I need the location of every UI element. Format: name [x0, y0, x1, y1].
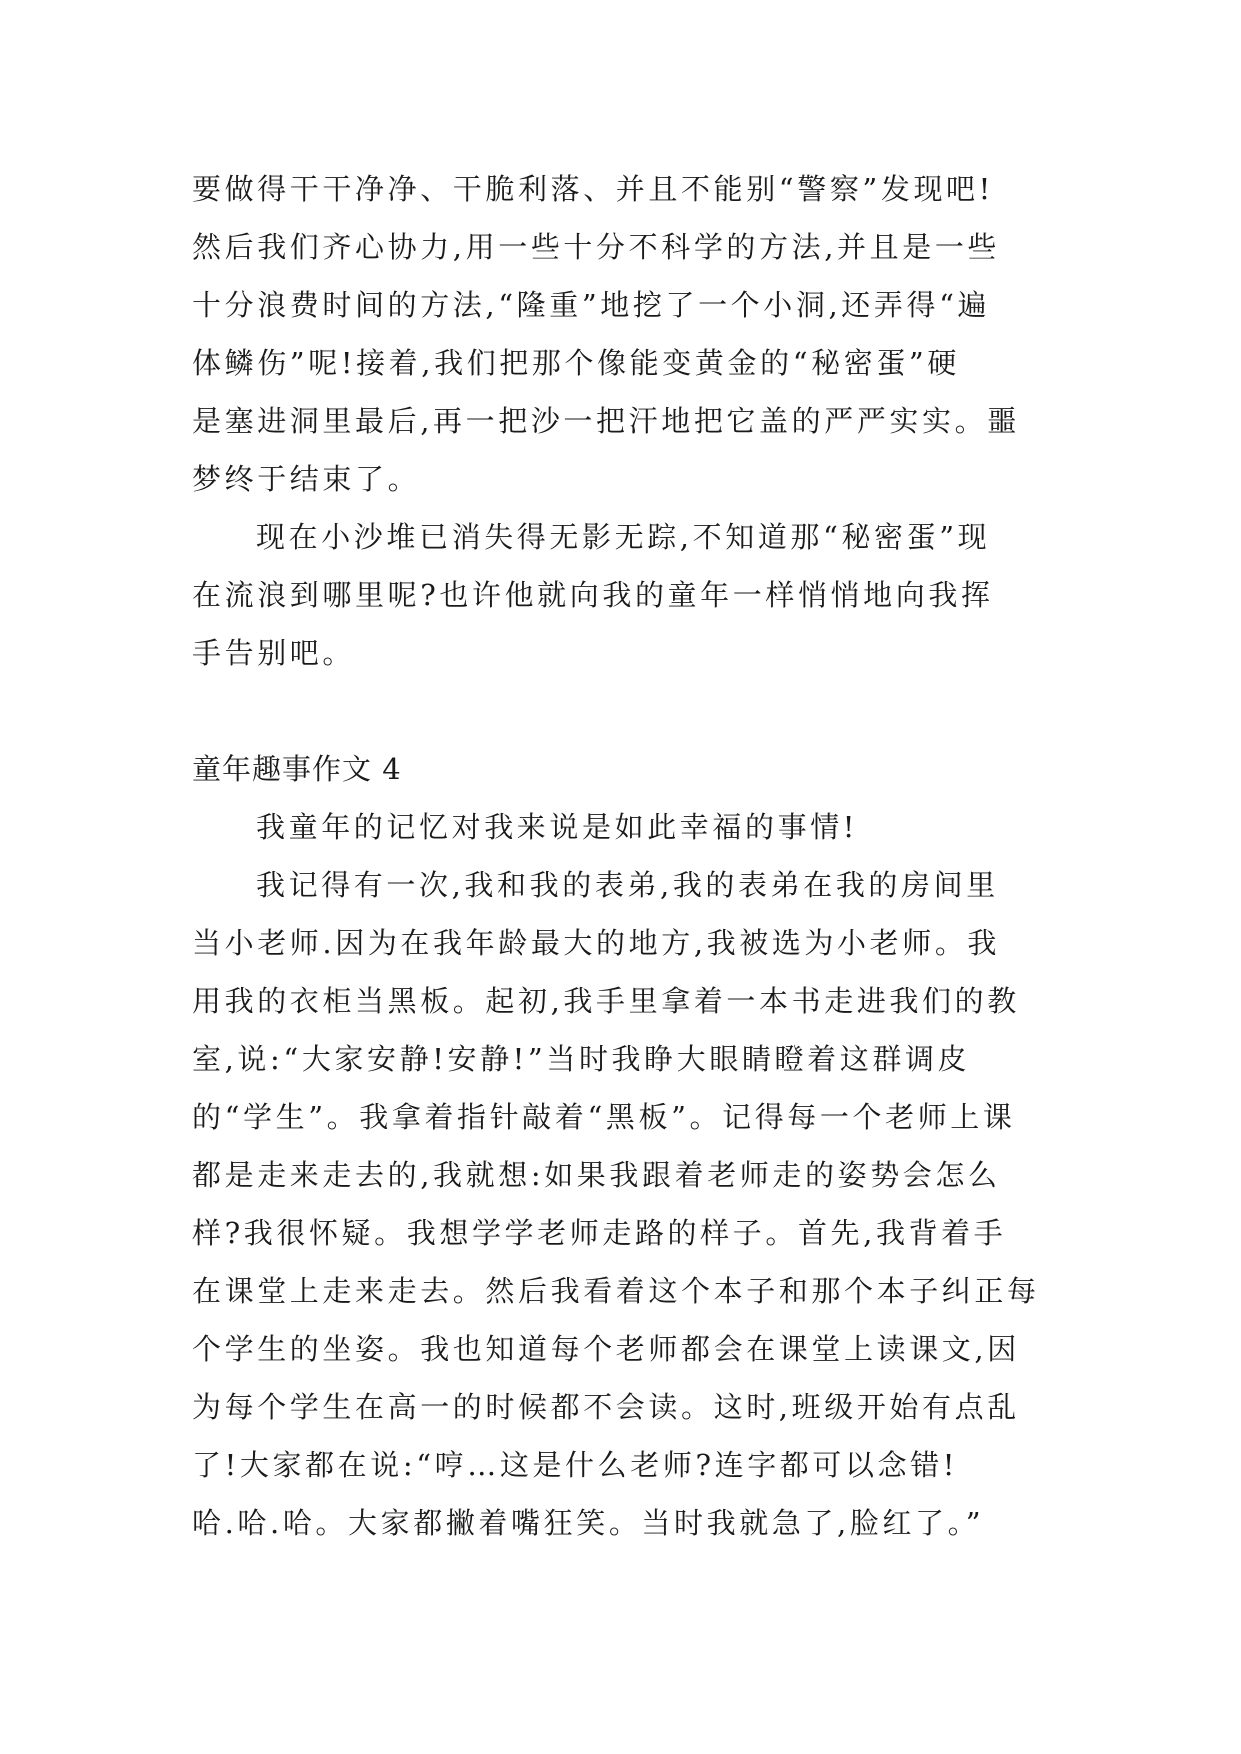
text-column: [192, 160, 1052, 1552]
paragraph-closing: [192, 508, 1052, 682]
paragraph-continuation: [192, 160, 1052, 508]
text-line: 用我的衣柜当黑板。起初,我手里拿着一本书走进我们的教: [192, 984, 1020, 1018]
text-line: 哈.哈.哈。大家都撇着嘴狂笑。当时我就急了,脸红了。”: [192, 1506, 985, 1540]
text-line: 的“学生”。我拿着指针敲着“黑板”。记得每一个老师上课: [192, 1100, 1016, 1134]
text-line: 了!大家都在说:“哼…这是什么老师?连字都可以念错!: [192, 1448, 959, 1482]
text-line: 当小老师.因为在我年龄最大的地方,我被选为小老师。我: [192, 926, 1001, 960]
text-line: 手告别吧。: [192, 636, 356, 670]
text-line: 我记得有一次,我和我的表弟,我的表弟在我的房间里: [256, 868, 999, 902]
text-line: 体鳞伤”呢!接着,我们把那个像能变黄金的“秘密蛋”硬: [192, 346, 960, 380]
text-line: 都是走来走去的,我就想:如果我跟着老师走的姿势会怎么: [192, 1158, 1001, 1192]
text-line: 现在小沙堆已消失得无影无踪,不知道那“秘密蛋”现: [256, 520, 991, 554]
text-line: 梦终于结束了。: [192, 462, 421, 496]
essay-intro: 我童年的记忆对我来说是如此幸福的事情!: [256, 810, 859, 844]
text-line: 是塞进洞里最后,再一把沙一把汗地把它盖的严严实实。噩: [192, 404, 1020, 438]
text-line: 在流浪到哪里呢?也许他就向我的童年一样悄悄地向我挥: [192, 578, 994, 612]
text-line: 然后我们齐心协力,用一些十分不科学的方法,并且是一些: [192, 230, 1001, 264]
text-line: 为每个学生在高一的时候都不会读。这时,班级开始有点乱: [192, 1390, 1020, 1424]
essay-title: 童年趣事作文 4: [192, 752, 402, 786]
text-line: 要做得干干净净、干脆利落、并且不能别“警察”发现吧!: [192, 172, 994, 206]
text-line: 十分浪费时间的方法,“隆重”地挖了一个小洞,还弄得“遍: [192, 288, 991, 322]
text-line: 样?我很怀疑。我想学学老师走路的样子。首先,我背着手: [192, 1216, 1007, 1250]
text-line: 在课堂上走来走去。然后我看着这个本子和那个本子纠正每: [192, 1274, 1040, 1308]
text-line: 个学生的坐姿。我也知道每个老师都会在课堂上读课文,因: [192, 1332, 1020, 1366]
text-line: 室,说:“大家安静!安静!”当时我睁大眼睛瞪着这群调皮: [192, 1042, 971, 1076]
paragraph-essay-body: [192, 856, 1052, 1552]
